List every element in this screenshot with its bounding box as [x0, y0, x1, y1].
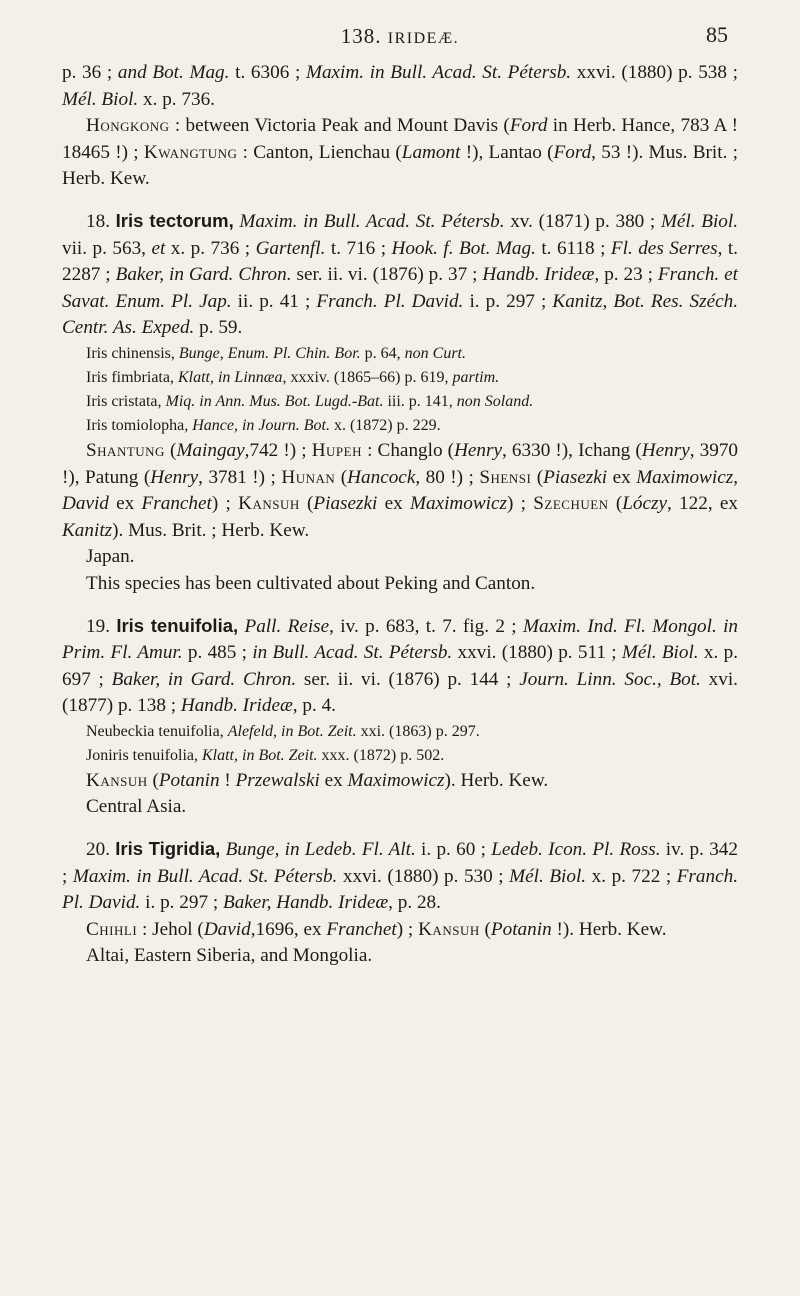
species-entry: 19. Iris tenuifolia, Pall. Reise, iv. p. 683, t. 7. fig. 2 ; Maxim. Ind. Fl. Mongol. in Prim. Fl. Amur. p. 485 ; in Bull. Acad. St. Pétersb. xxvi. (1880) p. 511 ; Mél. Biol. x. p. 697 ; Baker, in Gard. Chron. ser. ii. vi. (1876) p. 144 ; Journ. Linn. Soc., Bot. xvi. (1877) p. 138 ; Handb. Irideæ, p. 4.: [62, 614, 739, 717]
paragraph: Kansuh (Potanin ! Przewalski ex Maximowicz). Herb. Kew.: [86, 769, 549, 791]
paragraph: This species has been cultivated about Peking and Canton.: [86, 572, 536, 594]
paragraph: Hongkong : between Victoria Peak and Mount Davis (Ford in Herb. Hance, 783 A ! 18465 !) ; Kwangtung : Canton, Lienchau (Lamont !), Lantao (Ford, 53 !). Mus. Brit. ; Herb. Kew.: [62, 115, 738, 190]
synonym-line: Iris chinensis, Bunge, Enum. Pl. Chin. Bor. p. 64, non Curt.: [86, 344, 466, 362]
paragraph: Japan.: [86, 546, 135, 568]
synonym-line: Iris tomiolopha, Hance, in Journ. Bot. x. (1872) p. 229.: [86, 416, 441, 434]
paragraph: Altai, Eastern Siberia, and Mongolia.: [86, 945, 373, 967]
running-header: [0, 14, 800, 54]
paragraph: Chihli : Jehol (David,1696, ex Franchet) ; Kansuh (Potanin !). Herb. Kew.: [86, 918, 667, 940]
page-body: [62, 60, 738, 970]
synonym-line: Joniris tenuifolia, Klatt, in Bot. Zeit. xxx. (1872) p. 502.: [86, 746, 445, 764]
synonym-line: Iris cristata, Miq. in Ann. Mus. Bot. Lugd.-Bat. iii. p. 141, non Soland.: [86, 392, 534, 410]
paragraph: Shantung (Maingay,742 !) ; Hupeh : Changlo (Henry, 6330 !), Ichang (Henry, 3970 !), Patung (Henry, 3781 !) ; Hunan (Hancock, 80 !) ; Shensi (Piasezki ex Maximowicz, David ex Franchet) ; Kansuh (Piasezki ex Maximowicz) ; Szechuen (Lóczy, 122, ex Kanitz). Mus. Brit. ; Herb. Kew.: [62, 439, 739, 541]
running-title-text: IRIDEÆ.: [387, 30, 460, 47]
paragraph: p. 36 ; and Bot. Mag. t. 6306 ; Maxim. in Bull. Acad. St. Pétersb. xxvi. (1880) p. 538 ; Mél. Biol. x. p. 736.: [62, 62, 738, 110]
page-number: 85: [706, 22, 728, 47]
synonym-line: Iris fimbriata, Klatt, in Linnæa, xxxiv. (1865–66) p. 619, partim.: [86, 368, 500, 386]
species-entry: 20. Iris Tigridia, Bunge, in Ledeb. Fl. Alt. i. p. 60 ; Ledeb. Icon. Pl. Ross. iv. p. 342 ; Maxim. in Bull. Acad. St. Pétersb. xxvi. (1880) p. 530 ; Mél. Biol. x. p. 722 ; Franch. Pl. David. i. p. 297 ; Baker, Handb. Irideæ, p. 28.: [62, 838, 738, 914]
species-entry: 18. Iris tectorum, Maxim. in Bull. Acad. St. Pétersb. xv. (1871) p. 380 ; Mél. Biol. vii. p. 563, et x. p. 736 ; Gartenfl. t. 716 ; Hook. f. Bot. Mag. t. 6118 ; Fl. des Serres, t. 2287 ; Baker, in Gard. Chron. ser. ii. vi. (1876) p. 37 ; Handb. Irideæ, p. 23 ; Franch. et Savat. Enum. Pl. Jap. ii. p. 41 ; Franch. Pl. David. i. p. 297 ; Kanitz, Bot. Res. Széch. Centr. As. Exped. p. 59.: [62, 209, 739, 339]
synonym-line: Neubeckia tenuifolia, Alefeld, in Bot. Zeit. xxi. (1863) p. 297.: [86, 722, 480, 740]
running-number: 138.: [340, 24, 382, 48]
paragraph: Central Asia.: [86, 796, 187, 818]
running-title: [0, 24, 800, 49]
